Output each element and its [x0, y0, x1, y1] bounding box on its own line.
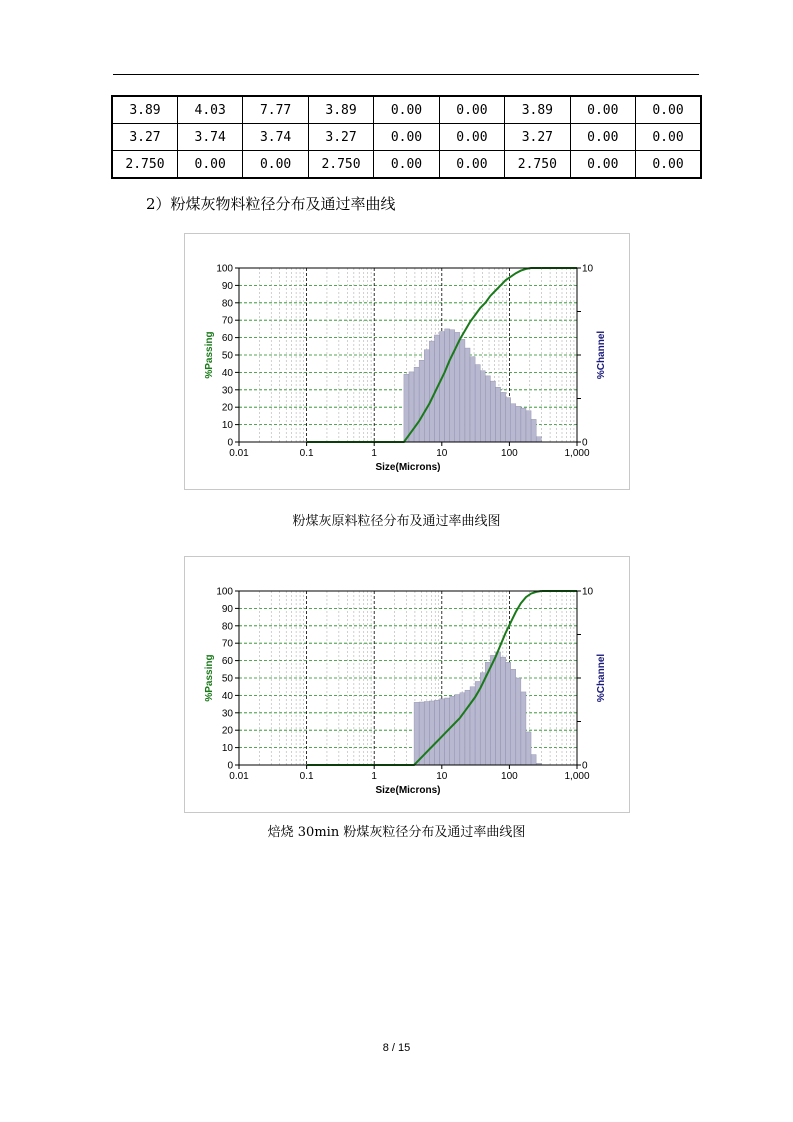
channel-bar [445, 329, 450, 442]
y-tick-label: 80 [221, 621, 233, 633]
channel-bar [424, 701, 429, 765]
channel-bar [531, 419, 536, 442]
table-cell: 3.27 [308, 124, 373, 151]
table-cell: 2.750 [308, 151, 373, 179]
channel-bar [429, 341, 434, 442]
y-axis-label: %Passing [204, 331, 215, 379]
channel-bar [424, 350, 429, 442]
channel-bar [440, 332, 445, 442]
channel-bar [450, 696, 455, 765]
channel-bar [490, 381, 495, 442]
channel-bar [506, 398, 511, 442]
x-tick-label: 100 [501, 448, 518, 459]
y-tick-label: 40 [221, 367, 233, 379]
y2-tick-label: 10 [582, 586, 594, 598]
x-tick-label: 0.01 [229, 448, 249, 459]
x-tick-label: 10 [436, 448, 448, 459]
x-tick-label: 1,000 [564, 448, 590, 459]
table-cell: 3.27 [505, 124, 570, 151]
channel-bar [465, 690, 470, 765]
y-tick-label: 30 [221, 708, 233, 720]
table-cell: 0.00 [374, 124, 439, 151]
channel-bar [501, 392, 506, 442]
channel-bar [434, 700, 439, 765]
table-cell: 0.00 [636, 124, 702, 151]
x-tick-label: 1 [371, 448, 377, 459]
y2-tick-label: 0 [582, 760, 588, 772]
channel-bar [440, 699, 445, 765]
x-tick-label: 100 [501, 771, 518, 782]
table-cell: 2.750 [112, 151, 177, 179]
table-row [112, 96, 701, 124]
table-cell: 0.00 [636, 96, 702, 124]
channel-bar [404, 374, 409, 442]
y-tick-label: 20 [221, 402, 233, 414]
y-tick-label: 60 [221, 656, 233, 668]
table-cell: 2.750 [505, 151, 570, 179]
channel-bar [526, 411, 531, 442]
channel-bar [465, 348, 470, 442]
channel-bar [536, 437, 541, 442]
y2-axis-label: %Channel [596, 653, 607, 703]
y-tick-label: 10 [221, 420, 233, 432]
y2-tick-label: 0 [582, 437, 588, 449]
y-tick-label: 10 [221, 743, 233, 755]
table-cell: 3.89 [505, 96, 570, 124]
x-axis-label: Size(Microns) [375, 462, 441, 473]
figure-caption-roasted: 焙烧 30min 粉煤灰粒径分布及通过率曲线图 [267, 825, 526, 840]
page-number: 8 / 15 [382, 1042, 411, 1054]
channel-bar [460, 693, 465, 765]
y-tick-label: 0 [227, 437, 233, 449]
y2-tick-label: 10 [582, 263, 594, 275]
y-tick-label: 70 [221, 315, 233, 327]
table-cell: 0.00 [570, 96, 635, 124]
table-row [112, 124, 701, 151]
y-tick-label: 80 [221, 298, 233, 310]
y-tick-label: 40 [221, 690, 233, 702]
channel-bar [450, 330, 455, 442]
table-cell: 0.00 [243, 151, 308, 179]
y-tick-label: 30 [221, 385, 233, 397]
figure-caption-raw: 粉煤灰原料粒径分布及通过率曲线图 [292, 514, 501, 529]
particle-size-chart-roasted [185, 557, 629, 812]
y-tick-label: 50 [221, 350, 233, 362]
channel-bar [511, 669, 516, 765]
section-heading: 2）粉煤灰物料粒径分布及通过率曲线 [146, 195, 396, 213]
table-cell: 3.27 [112, 124, 177, 151]
channel-bar [495, 652, 500, 765]
table-cell: 3.74 [243, 124, 308, 151]
table-cell: 0.00 [636, 151, 702, 179]
channel-bar [521, 692, 526, 765]
channel-bar [485, 376, 490, 442]
table-cell: 0.00 [177, 151, 242, 179]
channel-bar [470, 357, 475, 442]
table-cell: 0.00 [570, 124, 635, 151]
table-cell: 0.00 [439, 124, 504, 151]
channel-bar [495, 387, 500, 442]
channel-bar [490, 655, 495, 765]
channel-bar [511, 404, 516, 442]
channel-bar [455, 695, 460, 765]
y2-axis-label: %Channel [596, 330, 607, 380]
channel-bar [506, 662, 511, 765]
channel-bar [526, 732, 531, 765]
data-table [111, 95, 702, 179]
figure-roasted-ash-chart [184, 556, 630, 813]
table-cell: 7.77 [243, 96, 308, 124]
channel-bar [516, 406, 521, 442]
y-tick-label: 90 [221, 603, 233, 615]
channel-bar [475, 365, 480, 442]
particle-size-chart-raw [185, 234, 629, 489]
table-cell: 3.89 [112, 96, 177, 124]
y-tick-label: 70 [221, 638, 233, 650]
channel-bar [521, 408, 526, 442]
y-tick-label: 90 [221, 280, 233, 292]
y-tick-label: 20 [221, 725, 233, 737]
header-rule [113, 74, 699, 75]
channel-bar [501, 657, 506, 765]
channel-bar [531, 755, 536, 765]
table-cell: 0.00 [439, 151, 504, 179]
y-tick-label: 100 [216, 263, 233, 275]
channel-bar [480, 371, 485, 442]
table-cell: 4.03 [177, 96, 242, 124]
table-cell: 0.00 [374, 151, 439, 179]
x-tick-label: 10 [436, 771, 448, 782]
x-axis-label: Size(Microns) [375, 785, 441, 796]
channel-bar [419, 360, 424, 442]
y-tick-label: 100 [216, 586, 233, 598]
table-cell: 0.00 [439, 96, 504, 124]
y-axis-label: %Passing [204, 654, 215, 702]
table-row [112, 151, 701, 179]
y-tick-label: 0 [227, 760, 233, 772]
channel-bar [516, 678, 521, 765]
x-tick-label: 1 [371, 771, 377, 782]
table-cell: 3.74 [177, 124, 242, 151]
x-tick-label: 0.1 [299, 448, 314, 459]
channel-bar [429, 701, 434, 765]
x-tick-label: 0.1 [299, 771, 314, 782]
y-tick-label: 60 [221, 333, 233, 345]
x-tick-label: 0.01 [229, 771, 249, 782]
y-tick-label: 50 [221, 673, 233, 685]
table-cell: 3.89 [308, 96, 373, 124]
channel-bar [460, 339, 465, 442]
channel-bar [414, 367, 419, 442]
figure-raw-ash-chart [184, 233, 630, 490]
table-cell: 0.00 [374, 96, 439, 124]
channel-bar [414, 702, 419, 765]
x-tick-label: 1,000 [564, 771, 590, 782]
table-cell: 0.00 [570, 151, 635, 179]
